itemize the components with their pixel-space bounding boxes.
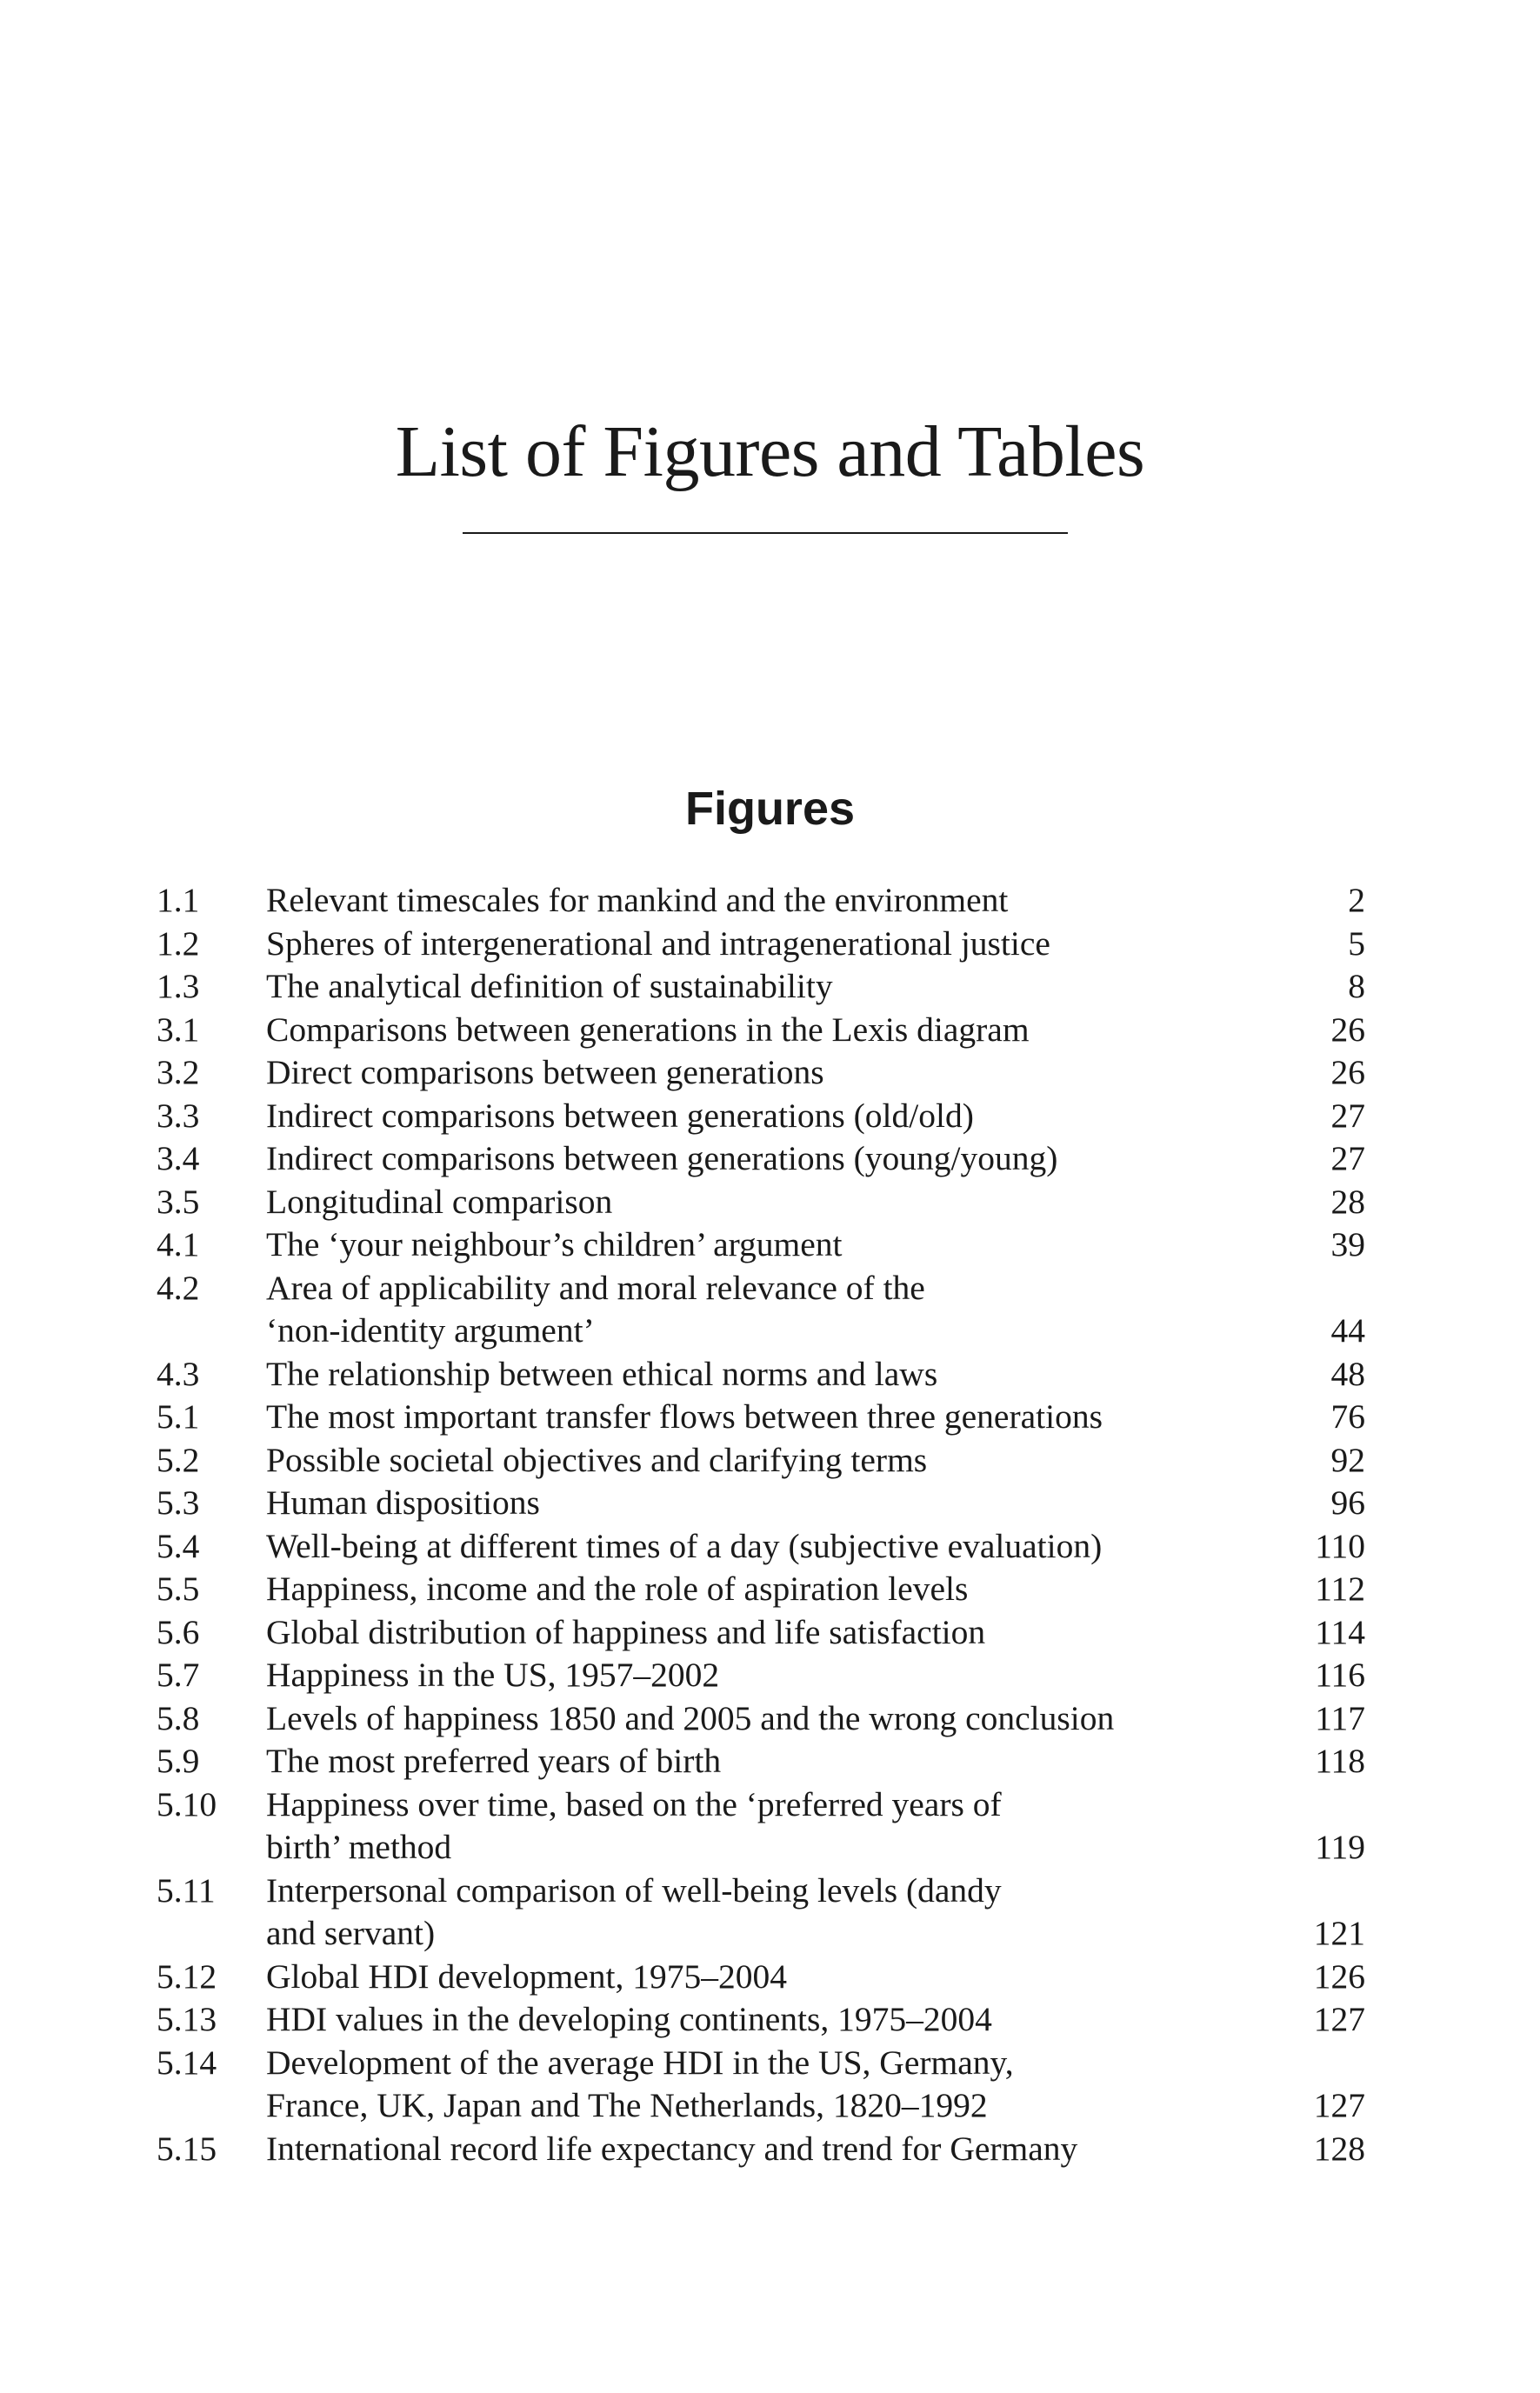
figure-number: 3.3 [157, 1096, 200, 1135]
section-heading: Figures [684, 783, 856, 835]
figure-number: 5.7 [157, 1656, 200, 1694]
figure-entry [157, 1051, 1365, 1095]
figure-entry [157, 1783, 1365, 1870]
caption-line [266, 1611, 1365, 1655]
caption-line [266, 1740, 1365, 1783]
figure-caption [266, 1267, 1365, 1353]
figure-caption [266, 1654, 1365, 1697]
figure-caption [266, 1181, 1365, 1224]
figure-entry [157, 1095, 1365, 1138]
caption-line [266, 1439, 1365, 1483]
caption-line [266, 1137, 1365, 1181]
figure-number: 5.2 [157, 1440, 200, 1479]
page-number: 119 [1315, 1828, 1365, 1866]
caption-text: International record life expectancy and trend for Germany [266, 2129, 1078, 2168]
figure-entry [157, 965, 1365, 1009]
caption-text: Indirect comparisons between generations (old/old) [266, 1096, 974, 1135]
caption-text: Development of the average HDI in the US, Germany, [266, 2043, 1014, 2082]
page-number: 114 [1315, 1612, 1365, 1651]
figure-number: 3.4 [157, 1139, 200, 1177]
figure-list [157, 879, 1365, 2170]
caption-line [266, 1956, 1365, 1999]
figure-entry [157, 1525, 1365, 1569]
figure-caption [266, 1353, 1365, 1396]
caption-line [266, 1912, 1365, 1956]
figure-caption [266, 2128, 1365, 2171]
figure-entry [157, 1353, 1365, 1396]
figure-caption [266, 1009, 1365, 1052]
caption-text: Levels of happiness 1850 and 2005 and the wrong conclusion [266, 1698, 1115, 1737]
caption-text: Global distribution of happiness and life satisfaction [266, 1612, 986, 1651]
figure-caption [266, 1956, 1365, 1999]
figure-entry [157, 1181, 1365, 1224]
figure-entry [157, 1654, 1365, 1697]
figure-number: 3.5 [157, 1182, 200, 1221]
figure-caption [266, 965, 1365, 1009]
caption-line [266, 1654, 1365, 1697]
caption-line [266, 923, 1365, 966]
figure-number: 5.12 [157, 1956, 217, 1996]
figure-caption [266, 1783, 1365, 1870]
page-number: 76 [1330, 1397, 1365, 1436]
page-number: 126 [1313, 1956, 1365, 1996]
caption-text: Direct comparisons between generations [266, 1053, 824, 1091]
figure-entry [157, 1568, 1365, 1611]
figure-caption [266, 1740, 1365, 1783]
caption-line [266, 1783, 1365, 1827]
page-number-spacer [1261, 1267, 1365, 1310]
figure-entry [157, 1956, 1365, 1999]
figure-caption [266, 1998, 1365, 2042]
page-title: List of Figures and Tables [395, 411, 1145, 492]
caption-text: Human dispositions [266, 1483, 540, 1522]
caption-line [266, 1826, 1365, 1870]
figure-caption [266, 1525, 1365, 1569]
figure-number: 3.1 [157, 1010, 200, 1049]
page-number: 118 [1315, 1742, 1365, 1780]
caption-line [266, 879, 1365, 923]
figure-number: 4.1 [157, 1225, 200, 1263]
figure-number: 3.2 [157, 1053, 200, 1091]
figure-number: 4.2 [157, 1268, 200, 1307]
figure-number: 5.1 [157, 1397, 200, 1436]
caption-line [266, 1051, 1365, 1095]
caption-text: birth’ method [266, 1828, 452, 1866]
page-number: 26 [1330, 1010, 1365, 1049]
caption-text: and servant) [266, 1914, 436, 1952]
figure-number: 4.3 [157, 1354, 200, 1393]
figure-caption [266, 2042, 1365, 2128]
page-number-spacer [1261, 1783, 1365, 1827]
page-number: 112 [1315, 1570, 1365, 1608]
figure-entry [157, 2128, 1365, 2171]
page-number: 28 [1330, 1182, 1365, 1221]
caption-text: Interpersonal comparison of well-being levels (dandy [266, 1870, 1002, 1910]
figure-caption [266, 1482, 1365, 1525]
page-number: 96 [1330, 1483, 1365, 1522]
figure-number: 5.14 [157, 2043, 217, 2082]
page-number: 92 [1330, 1440, 1365, 1479]
figure-caption [266, 1439, 1365, 1483]
caption-line [266, 1396, 1365, 1439]
caption-text: Comparisons between generations in the Lexis diagram [266, 1010, 1030, 1049]
page-number: 127 [1313, 2086, 1365, 2124]
caption-line [266, 1267, 1365, 1310]
figure-number: 1.1 [157, 881, 200, 919]
caption-line [266, 1482, 1365, 1525]
page-number: 27 [1330, 1139, 1365, 1177]
caption-line [266, 1181, 1365, 1224]
figure-caption [266, 1223, 1365, 1267]
caption-line [266, 1009, 1365, 1052]
caption-text: France, UK, Japan and The Netherlands, 1820–1992 [266, 2086, 988, 2124]
caption-text: Area of applicability and moral relevance of the [266, 1268, 925, 1307]
caption-line [266, 965, 1365, 1009]
caption-text: HDI values in the developing continents, 1975–2004 [266, 2000, 992, 2038]
page-number: 27 [1330, 1096, 1365, 1135]
figure-caption [266, 1095, 1365, 1138]
figure-number: 5.10 [157, 1784, 217, 1823]
page-number: 117 [1315, 1698, 1365, 1737]
figure-entry [157, 1439, 1365, 1483]
page-number: 128 [1313, 2129, 1365, 2168]
caption-line [266, 1310, 1365, 1353]
figure-entry [157, 879, 1365, 923]
caption-text: Happiness in the US, 1957–2002 [266, 1656, 720, 1694]
page-number: 48 [1330, 1354, 1365, 1393]
caption-text: Well-being at different times of a day (subjective evaluation) [266, 1526, 1103, 1565]
figure-entry [157, 1267, 1365, 1353]
caption-line [266, 1095, 1365, 1138]
figure-number: 5.4 [157, 1526, 200, 1565]
caption-line [266, 1568, 1365, 1611]
figure-caption [266, 1697, 1365, 1741]
caption-line [266, 1870, 1365, 1913]
caption-text: Global HDI development, 1975–2004 [266, 1956, 787, 1996]
page-number: 110 [1315, 1526, 1365, 1565]
page-number: 2 [1348, 881, 1365, 919]
figure-number: 5.3 [157, 1483, 200, 1522]
figure-entry [157, 1611, 1365, 1655]
caption-text: Happiness, income and the role of aspiration levels [266, 1570, 969, 1608]
caption-text: The most preferred years of birth [266, 1742, 722, 1780]
page-number: 116 [1315, 1656, 1365, 1694]
caption-line [266, 2084, 1365, 2128]
caption-text: The ‘your neighbour’s children’ argument [266, 1225, 843, 1263]
caption-text: Indirect comparisons between generations (young/young) [266, 1139, 1058, 1177]
caption-text: Longitudinal comparison [266, 1182, 613, 1221]
figure-number: 5.15 [157, 2129, 217, 2168]
figure-caption [266, 1396, 1365, 1439]
figure-entry [157, 1223, 1365, 1267]
caption-line [266, 1353, 1365, 1396]
page-number: 5 [1348, 923, 1365, 963]
caption-line [266, 1998, 1365, 2042]
caption-text: ‘non-identity argument’ [266, 1311, 595, 1350]
figure-entry [157, 2042, 1365, 2128]
figure-caption [266, 1870, 1365, 1956]
caption-text: The analytical definition of sustainability [266, 967, 833, 1005]
figure-number: 5.13 [157, 2000, 217, 2038]
caption-line [266, 1223, 1365, 1267]
figure-number: 1.2 [157, 923, 200, 963]
figure-number: 1.3 [157, 967, 200, 1005]
page-number: 39 [1330, 1225, 1365, 1263]
page-number: 127 [1313, 2000, 1365, 2038]
caption-text: Spheres of intergenerational and intragenerational justice [266, 923, 1050, 963]
figure-number: 5.11 [157, 1870, 216, 1910]
figure-entry [157, 1697, 1365, 1741]
page-number: 26 [1330, 1053, 1365, 1091]
figure-number: 5.6 [157, 1612, 200, 1651]
caption-line [266, 2128, 1365, 2171]
figure-number: 5.5 [157, 1570, 200, 1608]
caption-text: Happiness over time, based on the ‘preferred years of [266, 1784, 1002, 1823]
caption-text: Relevant timescales for mankind and the environment [266, 881, 1009, 919]
figure-number: 5.9 [157, 1742, 200, 1780]
caption-text: The most important transfer flows between three generations [266, 1397, 1103, 1436]
caption-line [266, 1697, 1365, 1741]
title-rule [463, 532, 1068, 534]
page-number-spacer [1261, 1870, 1365, 1913]
figure-caption [266, 1051, 1365, 1095]
caption-text: Possible societal objectives and clarifying terms [266, 1440, 928, 1479]
figure-entry [157, 1740, 1365, 1783]
figure-entry [157, 1009, 1365, 1052]
caption-line [266, 2042, 1365, 2085]
page-number: 121 [1313, 1914, 1365, 1952]
figure-caption [266, 1568, 1365, 1611]
caption-line [266, 1525, 1365, 1569]
page-number: 44 [1330, 1311, 1365, 1350]
figure-caption [266, 879, 1365, 923]
figure-entry [157, 1482, 1365, 1525]
figure-entry [157, 1870, 1365, 1956]
figure-number: 5.8 [157, 1698, 200, 1737]
figure-entry [157, 923, 1365, 966]
page-number: 8 [1348, 967, 1365, 1005]
figure-caption [266, 1137, 1365, 1181]
figure-caption [266, 923, 1365, 966]
page-number-spacer [1261, 2042, 1365, 2085]
figure-caption [266, 1611, 1365, 1655]
figure-entry [157, 1137, 1365, 1181]
caption-text: The relationship between ethical norms and laws [266, 1354, 938, 1393]
figure-entry [157, 1998, 1365, 2042]
figure-entry [157, 1396, 1365, 1439]
